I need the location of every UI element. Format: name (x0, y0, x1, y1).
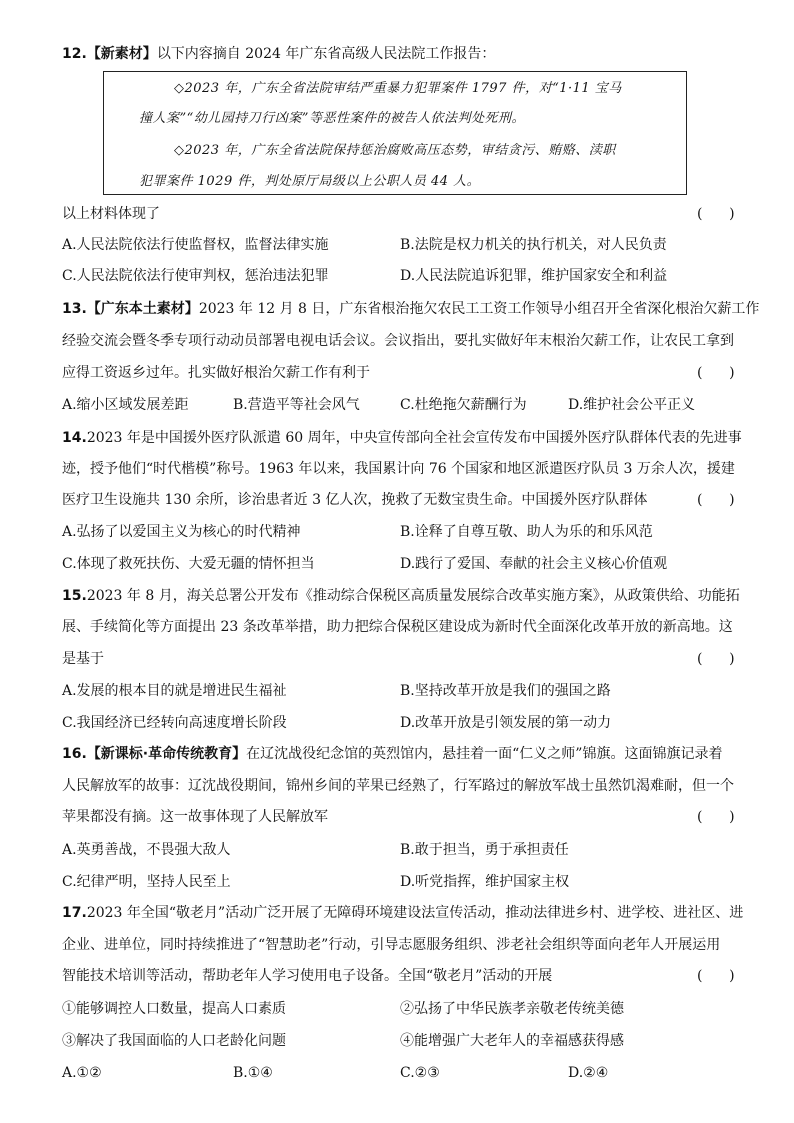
q17-option-d[interactable]: D.②④ (568, 1065, 609, 1081)
q16-line-3: 苹果都没有摘。这一故事体现了人民解放军 (62, 809, 328, 825)
q16-option-a[interactable]: A.英勇善战，不畏强大敌人 (62, 842, 231, 858)
q13-option-d[interactable]: D.维护社会公平正义 (568, 397, 696, 413)
q15-option-d[interactable]: D.改革开放是引领发展的第一动力 (400, 715, 612, 731)
q16-number: 16. (62, 746, 87, 762)
q17-statement-3: ③解决了我国面临的人口老龄化问题 (62, 1033, 286, 1049)
q17-statement-4: ④能增强广大老年人的幸福感获得感 (400, 1033, 624, 1049)
q13-text-1: 2023 年 12 月 8 日，广东省根治拖欠农民工工资工作领导小组召开全省深化根治欠薪工作 (198, 301, 760, 317)
q14-line-2: 迹，授予他们“时代楷模”称号。1963 年以来，我国累计向 76 个国家和地区派遣医疗队员 3 万余人次，援建 (62, 461, 735, 477)
q12-option-a[interactable]: A.人民法院依法行使监督权，监督法律实施 (62, 237, 329, 253)
q13-line-3: 应得工资返乡过年。扎实做好根治欠薪工作有利于 (62, 365, 370, 381)
q13-answer-blank[interactable]: ( ) (697, 365, 735, 381)
q13-number: 13. (62, 301, 87, 317)
q17-line-3: 智能技术培训等活动，帮助老年人学习使用电子设备。全国“敬老月”活动的开展 (62, 968, 553, 984)
q17-option-c[interactable]: C.②③ (400, 1065, 440, 1081)
q12-option-d[interactable]: D.人民法院追诉犯罪，维护国家安全和利益 (400, 268, 668, 284)
q17-line-2: 企业、进单位，同时持续推进了“智慧助老”行动，引导志愿服务组织、涉老社会组织等面向老年人开展运用 (62, 937, 721, 953)
q17-statement-1: ①能够调控人口数量，提高人口素质 (62, 1001, 286, 1017)
q17-option-a[interactable]: A.①② (62, 1065, 102, 1081)
q12-intro: 以下内容摘自 2024 年广东省高级人民法院工作报告： (156, 46, 496, 62)
q16-option-b[interactable]: B.敢于担当，勇于承担责任 (400, 842, 569, 858)
q15-text-1: 2023 年 8 月，海关总署公开发布《推动综合保税区高质量发展综合改革实施方案》，从政策供给、功能拓 (86, 588, 740, 604)
q17-line-1 (62, 903, 743, 923)
q13-line-2: 经验交流会暨冬季专项行动动员部署电视电话会议。会议指出，要扎实做好年末根治欠薪工作，让农民工拿到 (62, 333, 734, 349)
q14-option-b[interactable]: B.诠释了自尊互敬、助人为乐的和乐风范 (400, 524, 653, 540)
q15-line-1 (62, 586, 740, 606)
q17-number: 17. (62, 905, 87, 921)
q16-tag: 【新课标·革命传统教育】 (86, 746, 247, 762)
q17-option-b[interactable]: B.①④ (233, 1065, 273, 1081)
q13-tag: 【广东本土素材】 (86, 301, 199, 317)
q12-tag: 【新素材】 (86, 46, 157, 62)
q15-line-3: 是基于 (62, 651, 104, 667)
q14-option-d[interactable]: D.践行了爱国、奉献的社会主义核心价值观 (400, 556, 668, 572)
q14-line-3: 医疗卫生设施共 130 余所，诊治患者近 3 亿人次，挽救了无数宝贵生命。中国援外医疗队群体 (62, 492, 648, 508)
q13-option-a[interactable]: A.缩小区域发展差距 (62, 397, 189, 413)
q15-number: 15. (62, 588, 87, 604)
q16-answer-blank[interactable]: ( ) (697, 809, 735, 825)
q13-option-b[interactable]: B.营造平等社会风气 (233, 397, 360, 413)
q12-option-b[interactable]: B.法院是权力机关的执行机关，对人民负责 (400, 237, 667, 253)
q14-answer-blank[interactable]: ( ) (697, 492, 735, 508)
q15-line-2: 展、手续简化等方面提出 23 条改革举措，助力把综合保税区建设成为新时代全面深化改革开放的新高地。这 (62, 619, 733, 635)
q12-stem: 以上材料体现了 (62, 206, 160, 222)
q17-statement-2: ②弘扬了中华民族孝亲敬老传统美德 (400, 1001, 624, 1017)
q12-box-line-4: 犯罪案件 1029 件，判处原厅局级以上公职人员 44 人。 (139, 174, 481, 189)
q16-option-c[interactable]: C.纪律严明，坚持人民至上 (62, 874, 231, 890)
q12-number: 12. (62, 46, 87, 62)
q15-option-c[interactable]: C.我国经济已经转向高速度增长阶段 (62, 715, 287, 731)
q12-box-line-1: ◇2023 年，广东全省法院审结严重暴力犯罪案件 1797 件，对“1·11 宝马 (174, 81, 622, 96)
q16-line-1 (62, 744, 722, 764)
q16-text-1: 在辽沈战役纪念馆的英烈馆内，悬挂着一面“仁义之师”锦旗。这面锦旗记录着 (246, 746, 723, 762)
q14-option-a[interactable]: A.弘扬了以爱国主义为核心的时代精神 (62, 524, 301, 540)
q16-option-d[interactable]: D.听党指挥，维护国家主权 (400, 874, 570, 890)
q16-line-2: 人民解放军的故事：辽沈战役期间，锦州乡间的苹果已经熟了，行军路过的解放军战士虽然饥渴难耐，但一个 (62, 778, 734, 794)
q12-option-c[interactable]: C.人民法院依法行使审判权，惩治违法犯罪 (62, 268, 329, 284)
q12-header (62, 44, 495, 64)
q15-answer-blank[interactable]: ( ) (697, 651, 735, 667)
q13-line-1 (62, 299, 759, 319)
q14-number: 14. (62, 430, 87, 446)
q14-text-1: 2023 年是中国援外医疗队派遣 60 周年，中央宣传部向全社会宣传发布中国援外医疗队群体代表的先进事 (86, 430, 742, 446)
q14-line-1 (62, 428, 742, 448)
q15-option-a[interactable]: A.发展的根本目的就是增进民生福祉 (62, 683, 287, 699)
q12-box-line-2: 撞人案”“幼儿园持刀行凶案”等恶性案件的被告人依法判处死刑。 (139, 111, 525, 126)
q17-answer-blank[interactable]: ( ) (697, 968, 735, 984)
q12-answer-blank[interactable]: ( ) (697, 206, 735, 222)
q14-option-c[interactable]: C.体现了救死扶伤、大爱无疆的情怀担当 (62, 556, 315, 572)
q15-option-b[interactable]: B.坚持改革开放是我们的强国之路 (400, 683, 611, 699)
q12-box-line-3: ◇2023 年，广东全省法院保持惩治腐败高压态势，审结贪污、贿赂、渎职 (174, 143, 616, 158)
q13-option-c[interactable]: C.杜绝拖欠薪酬行为 (400, 397, 527, 413)
q17-text-1: 2023 年全国“敬老月”活动广泛开展了无障碍环境建设法宣传活动，推动法律进乡村、进学校、进社区、进 (86, 905, 744, 921)
q12-material-box (103, 71, 687, 195)
